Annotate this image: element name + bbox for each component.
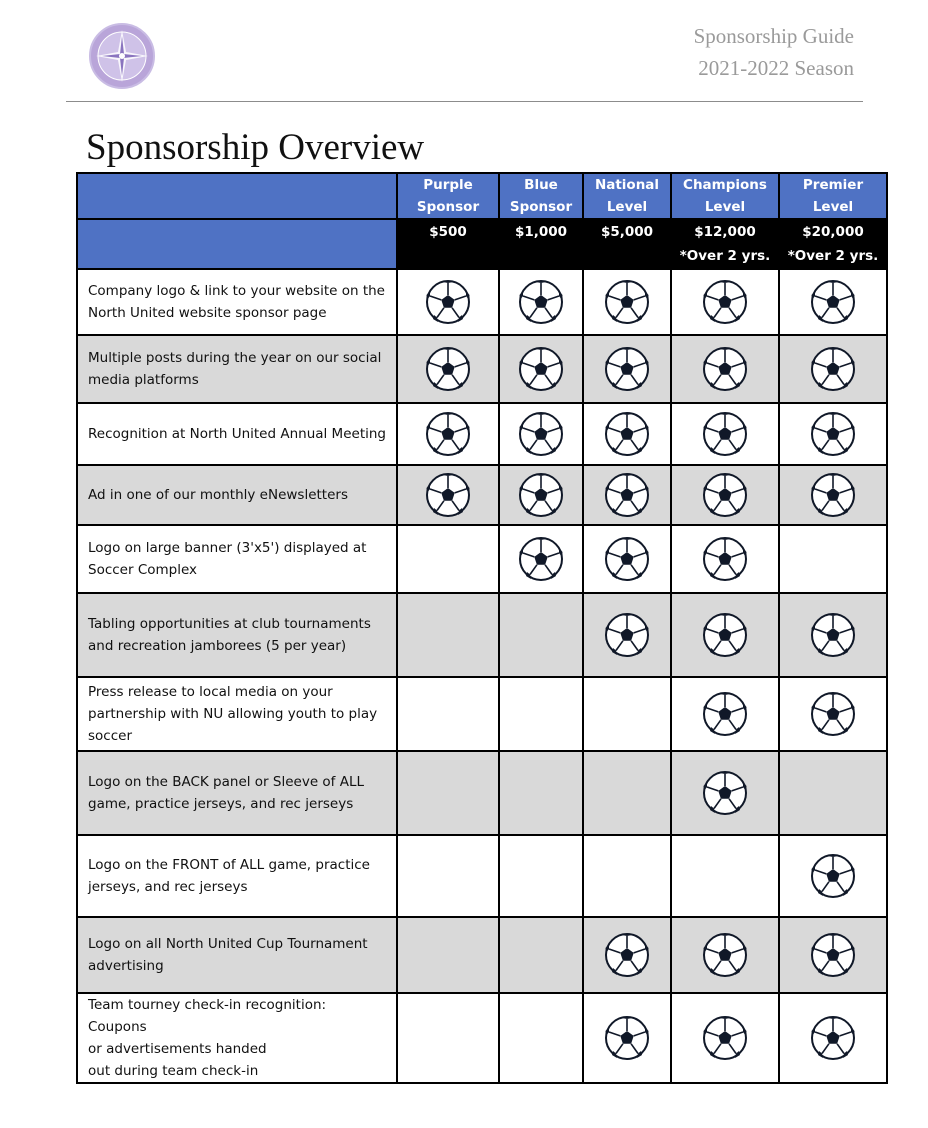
tier-cell-national: [583, 403, 671, 465]
tier-cell-premier: [779, 465, 887, 525]
soccer-ball-icon: [810, 691, 856, 737]
soccer-ball-icon: [702, 691, 748, 737]
tier-header-purple: [397, 173, 499, 219]
benefit-row: [77, 751, 887, 835]
benefit-text-line: partnership with NU allowing youth to play: [88, 706, 378, 722]
tier-cell-national: [583, 465, 671, 525]
doc-title: Sponsorship Guide: [693, 24, 854, 48]
tier-cell-national: [583, 677, 671, 751]
benefit-description: [77, 403, 397, 465]
tier-cell-premier: [779, 677, 887, 751]
benefit-text-line: soccer: [88, 728, 132, 744]
tier-price-national: [583, 219, 671, 269]
soccer-ball-icon: [702, 932, 748, 978]
benefit-text-line: out during team check-in: [88, 1063, 259, 1079]
tier-name-line1: National: [594, 177, 660, 193]
soccer-ball-icon: [702, 411, 748, 457]
tier-cell-purple: [397, 269, 499, 335]
tier-cell-blue: [499, 751, 583, 835]
benefit-row: [77, 677, 887, 751]
tier-cell-national: [583, 269, 671, 335]
soccer-ball-icon: [604, 932, 650, 978]
benefit-row: [77, 403, 887, 465]
tier-cell-purple: [397, 335, 499, 403]
tier-cell-national: [583, 525, 671, 593]
tier-cell-national: [583, 993, 671, 1083]
soccer-ball-icon: [425, 346, 471, 392]
header-right: [694, 20, 854, 84]
benefit-description: [77, 525, 397, 593]
benefit-text-line: Logo on the FRONT of ALL game, practice: [88, 857, 370, 873]
tier-name-line2: Sponsor: [509, 199, 573, 215]
tier-price-blue: [499, 219, 583, 269]
soccer-ball-icon: [425, 411, 471, 457]
tier-name-line1: Blue: [524, 177, 558, 193]
page-title: Sponsorship Overview: [86, 127, 425, 168]
soccer-ball-icon: [810, 346, 856, 392]
tier-cell-premier: [779, 335, 887, 403]
benefit-text-line: Press release to local media on your: [88, 684, 333, 700]
tier-cell-champions: [671, 269, 779, 335]
header-blank-cell: [77, 173, 397, 219]
tier-header-champions: [671, 173, 779, 219]
tier-cell-premier: [779, 593, 887, 677]
benefit-row: [77, 269, 887, 335]
benefit-text-line: Recognition at North United Annual Meeting: [88, 426, 386, 442]
soccer-ball-icon: [702, 612, 748, 658]
tier-name-line1: Premier: [802, 177, 864, 193]
benefit-description: [77, 993, 397, 1083]
soccer-ball-icon: [518, 346, 564, 392]
soccer-ball-icon: [518, 472, 564, 518]
tier-cell-purple: [397, 403, 499, 465]
tier-cell-blue: [499, 835, 583, 917]
tier-cell-premier: [779, 835, 887, 917]
benefit-description: [77, 917, 397, 993]
price-row: [77, 219, 887, 269]
tier-cell-purple: [397, 993, 499, 1083]
soccer-ball-icon: [702, 472, 748, 518]
tier-cell-premier: [779, 403, 887, 465]
soccer-ball-icon: [604, 1015, 650, 1061]
tier-header-blue: [499, 173, 583, 219]
tier-cell-champions: [671, 917, 779, 993]
soccer-ball-icon: [702, 1015, 748, 1061]
soccer-ball-icon: [425, 472, 471, 518]
benefit-row: [77, 335, 887, 403]
soccer-ball-icon: [604, 472, 650, 518]
soccer-ball-icon: [810, 472, 856, 518]
benefit-text-line: Tabling opportunities at club tournaments: [88, 616, 371, 632]
tier-cell-champions: [671, 465, 779, 525]
soccer-ball-icon: [518, 536, 564, 582]
tier-cell-purple: [397, 751, 499, 835]
benefit-text-line: Logo on large banner (3'x5') displayed at: [88, 540, 367, 556]
benefit-text-line: or advertisements handed: [88, 1041, 267, 1057]
tier-cell-blue: [499, 335, 583, 403]
soccer-ball-icon: [518, 411, 564, 457]
tier-cell-premier: [779, 269, 887, 335]
soccer-ball-icon: [702, 770, 748, 816]
tier-cell-premier: [779, 751, 887, 835]
tier-cell-blue: [499, 593, 583, 677]
benefit-description: [77, 751, 397, 835]
soccer-ball-icon: [425, 279, 471, 325]
tier-price: $12,000: [694, 224, 756, 240]
benefit-row: [77, 525, 887, 593]
season-label: 2021-2022 Season: [698, 56, 854, 80]
benefit-description: [77, 335, 397, 403]
tier-cell-premier: [779, 525, 887, 593]
price-blank-cell: [77, 219, 397, 269]
tier-cell-blue: [499, 403, 583, 465]
benefit-row: [77, 835, 887, 917]
soccer-ball-icon: [702, 536, 748, 582]
benefit-description: [77, 465, 397, 525]
benefit-text-line: Soccer Complex: [88, 562, 198, 578]
tier-cell-champions: [671, 835, 779, 917]
tier-price: $20,000: [802, 224, 864, 240]
tier-note: *Over 2 yrs.: [679, 248, 771, 264]
tier-header-national: [583, 173, 671, 219]
tier-cell-champions: [671, 403, 779, 465]
tier-cell-purple: [397, 525, 499, 593]
tier-name-line2: Level: [606, 199, 648, 215]
soccer-ball-icon: [604, 279, 650, 325]
soccer-ball-icon: [604, 411, 650, 457]
tier-cell-champions: [671, 751, 779, 835]
benefit-text-line: Ad in one of our monthly eNewsletters: [88, 487, 348, 503]
tier-header-premier: [779, 173, 887, 219]
tier-cell-champions: [671, 525, 779, 593]
benefit-text-line: North United website sponsor page: [88, 305, 327, 321]
benefit-text-line: and recreation jamborees (5 per year): [88, 638, 347, 654]
tier-name-line1: Purple: [423, 177, 473, 193]
tier-cell-national: [583, 751, 671, 835]
tier-name-line2: Level: [704, 199, 746, 215]
benefit-text-line: jerseys, and rec jerseys: [88, 879, 248, 895]
benefit-row: [77, 465, 887, 525]
tier-cell-premier: [779, 993, 887, 1083]
tier-cell-blue: [499, 993, 583, 1083]
tier-cell-national: [583, 917, 671, 993]
benefit-description: [77, 593, 397, 677]
tier-header-row: [77, 173, 887, 219]
benefit-text-line: media platforms: [88, 372, 199, 388]
tier-cell-blue: [499, 465, 583, 525]
soccer-ball-icon: [702, 279, 748, 325]
tier-cell-national: [583, 335, 671, 403]
tier-cell-blue: [499, 269, 583, 335]
sponsorship-table: [76, 172, 888, 1084]
tier-cell-champions: [671, 677, 779, 751]
soccer-ball-icon: [810, 932, 856, 978]
tier-price: $5,000: [600, 224, 654, 240]
benefit-row: [77, 593, 887, 677]
benefit-text-line: Logo on the BACK panel or Sleeve of ALL: [88, 774, 364, 790]
soccer-ball-icon: [702, 346, 748, 392]
tier-cell-blue: [499, 917, 583, 993]
benefit-text-line: Multiple posts during the year on our social: [88, 350, 382, 366]
tier-cell-blue: [499, 525, 583, 593]
benefit-description: [77, 835, 397, 917]
tier-cell-champions: [671, 993, 779, 1083]
soccer-ball-icon: [810, 1015, 856, 1061]
tier-cell-purple: [397, 465, 499, 525]
tier-note: *Over 2 yrs.: [787, 248, 879, 264]
tier-cell-blue: [499, 677, 583, 751]
tier-cell-premier: [779, 917, 887, 993]
soccer-ball-icon: [604, 536, 650, 582]
tier-cell-purple: [397, 677, 499, 751]
soccer-ball-icon: [604, 346, 650, 392]
tier-price: $1,000: [514, 224, 568, 240]
soccer-ball-icon: [518, 279, 564, 325]
benefit-text-line: Logo on all North United Cup Tournament: [88, 936, 368, 952]
benefit-text-line: Company logo & link to your website on the: [88, 283, 385, 299]
benefit-text-line: advertising: [88, 958, 164, 974]
tier-name-line2: Level: [812, 199, 854, 215]
benefit-text-line: game, practice jerseys, and rec jerseys: [88, 796, 354, 812]
benefit-row: [77, 993, 887, 1083]
soccer-ball-icon: [810, 279, 856, 325]
tier-price-purple: [397, 219, 499, 269]
tier-cell-champions: [671, 335, 779, 403]
benefit-row: [77, 917, 887, 993]
tier-cell-purple: [397, 835, 499, 917]
tier-price-champions: [671, 219, 779, 269]
soccer-ball-icon: [810, 853, 856, 899]
benefit-description: [77, 269, 397, 335]
tier-price: $500: [429, 224, 467, 240]
soccer-ball-icon: [604, 612, 650, 658]
north-united-logo: [88, 22, 156, 90]
tier-cell-national: [583, 835, 671, 917]
soccer-ball-icon: [810, 612, 856, 658]
soccer-ball-icon: [810, 411, 856, 457]
tier-cell-national: [583, 593, 671, 677]
benefit-description: [77, 677, 397, 751]
tier-cell-purple: [397, 917, 499, 993]
tier-cell-purple: [397, 593, 499, 677]
tier-cell-champions: [671, 593, 779, 677]
header-divider: [66, 101, 863, 102]
benefit-text-line: Team tourney check-in recognition: Coupons: [88, 997, 327, 1035]
tier-name-line2: Sponsor: [416, 199, 480, 215]
tier-name-line1: Champions: [683, 177, 767, 193]
tier-price-premier: [779, 219, 887, 269]
